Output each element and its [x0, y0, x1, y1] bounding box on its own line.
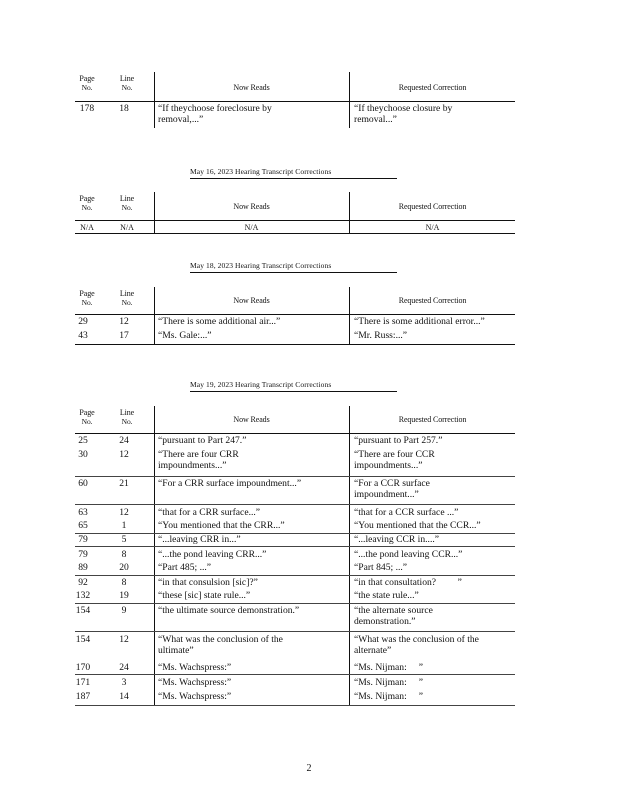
table-row-page: 132 — [75, 590, 91, 601]
table-row-line: 18 — [119, 103, 129, 114]
table-row-line: 1 — [121, 520, 127, 531]
table-row-page: 43 — [78, 330, 88, 341]
table-row-requested: “Ms. Nijman: ” — [354, 662, 424, 673]
table-row-requested: “Ms. Nijman: ” — [354, 677, 424, 688]
page-number: 2 — [306, 763, 312, 774]
table-row-line: 8 — [121, 577, 127, 588]
table-row-line: 14 — [119, 691, 129, 702]
table-row-now: “If theychoose foreclosure by removal,...” — [158, 103, 272, 125]
col-header-page: Page No. — [79, 74, 95, 92]
table-row-now: “these [sic] state rule...” — [158, 590, 251, 601]
table-row-line: 20 — [119, 562, 129, 573]
section-title: May 18, 2023 Hearing Transcript Corrections — [190, 261, 332, 270]
table-row-requested: “There are four CCR impoundments...” — [354, 449, 435, 471]
table-row-line: 17 — [119, 330, 129, 341]
table-row-line: 3 — [121, 677, 127, 688]
table-row-page: 187 — [75, 691, 91, 702]
table-row-requested: “...the pond leaving CCR...” — [354, 549, 463, 560]
col-header-now-reads: Now Reads — [233, 83, 270, 92]
table-row-now: “Ms. Wachspress:” — [158, 691, 232, 702]
table-row-now: “...the pond leaving CRR...” — [158, 549, 267, 560]
table-row-requested: “If theychoose closure by removal...” — [354, 103, 453, 125]
col-header-requested: Requested Correction — [398, 296, 467, 305]
table-row-line: 24 — [119, 435, 129, 446]
col-header-requested: Requested Correction — [398, 415, 467, 424]
table-row-requested: “...leaving CCR in....” — [354, 534, 439, 545]
table-row-line: 12 — [119, 507, 129, 518]
table-row-page: 65 — [78, 520, 88, 531]
table-row-page: 171 — [75, 677, 91, 688]
section-title: May 19, 2023 Hearing Transcript Corrections — [190, 380, 332, 389]
table-row-now: “You mentioned that the CRR...” — [158, 520, 285, 531]
table-row-line: 5 — [121, 534, 127, 545]
table-row-requested: “pursuant to Part 257.” — [354, 435, 443, 446]
table-row-line: 8 — [121, 549, 127, 560]
table-row-now: “Ms. Gale:...” — [158, 330, 212, 341]
table-row-page: 63 — [78, 507, 88, 518]
col-header-now-reads: Now Reads — [233, 415, 270, 424]
table-row-requested: “Mr. Russ:...” — [354, 330, 408, 341]
table-row-line: 9 — [121, 605, 127, 616]
table-row-page: 154 — [75, 634, 91, 645]
table-row-line: N/A — [120, 223, 134, 232]
table-row-page: 154 — [75, 605, 91, 616]
table-row-page: 89 — [78, 562, 88, 573]
table-row-requested: “For a CCR surface impoundment...” — [354, 478, 430, 500]
table-row-page: 79 — [78, 534, 88, 545]
table-row-line: 21 — [119, 478, 129, 489]
section-title: May 16, 2023 Hearing Transcript Corrections — [190, 167, 332, 176]
table-row-now: “...leaving CRR in...” — [158, 534, 241, 545]
table-row-page: 60 — [78, 478, 88, 489]
table-row-now: “There is some additional air...” — [158, 316, 281, 327]
table-row-now: “the ultimate source demonstration.” — [158, 605, 300, 616]
table-row-now: “that for a CRR surface...” — [158, 507, 261, 518]
table-row-now: “For a CRR surface impoundment...” — [158, 478, 302, 489]
table-row-now: “in that consulsion [sic]?” — [158, 577, 258, 588]
col-header-page: Page No. — [79, 194, 95, 212]
table-row-requested: “that for a CCR surface ...” — [354, 507, 459, 518]
col-header-line: Line No. — [119, 74, 135, 92]
table-row-requested: “Part 845; ...” — [354, 562, 408, 573]
table-row-page: 178 — [79, 103, 95, 114]
table-row-requested: “What was the conclusion of the alternate” — [354, 634, 479, 656]
col-header-page: Page No. — [79, 289, 95, 307]
table-row-page: 29 — [78, 316, 88, 327]
table-row-requested: “There is some additional error...” — [354, 316, 485, 327]
table-row-requested: “in that consultation? ” — [354, 577, 462, 588]
table-row-requested: “You mentioned that the CCR...” — [354, 520, 481, 531]
table-row-line: 12 — [119, 634, 129, 645]
col-header-page: Page No. — [79, 408, 95, 426]
table-row-line: 19 — [119, 590, 129, 601]
table-row-now: “There are four CRR impoundments...” — [158, 449, 239, 471]
table-row-now: “Ms. Wachspress:” — [158, 662, 232, 673]
col-header-line: Line No. — [119, 408, 135, 426]
col-header-now-reads: Now Reads — [233, 296, 270, 305]
table-row-page: 92 — [78, 577, 88, 588]
table-row-page: N/A — [80, 223, 94, 232]
col-header-requested: Requested Correction — [398, 202, 467, 211]
table-row-line: 24 — [119, 662, 129, 673]
col-header-line: Line No. — [119, 289, 135, 307]
table-row-now: N/A — [244, 223, 259, 232]
table-row-now: “Ms. Wachspress:” — [158, 677, 232, 688]
table-row-page: 25 — [78, 435, 88, 446]
table-row-now: “What was the conclusion of the ultimate” — [158, 634, 283, 656]
table-row-now: “pursuant to Part 247.” — [158, 435, 247, 446]
table-row-page: 170 — [75, 662, 91, 673]
table-row-requested: “Ms. Nijman: ” — [354, 691, 424, 702]
table-row-page: 79 — [78, 549, 88, 560]
table-row-requested: N/A — [425, 223, 440, 232]
table-row-requested: “the state rule...” — [354, 590, 419, 601]
col-header-now-reads: Now Reads — [233, 202, 270, 211]
table-row-line: 12 — [119, 449, 129, 460]
table-row-requested: “the alternate source demonstration.” — [354, 605, 433, 627]
col-header-requested: Requested Correction — [398, 83, 467, 92]
table-row-page: 30 — [78, 449, 88, 460]
col-header-line: Line No. — [119, 194, 135, 212]
table-row-now: “Part 485; ...” — [158, 562, 212, 573]
table-row-line: 12 — [119, 316, 129, 327]
